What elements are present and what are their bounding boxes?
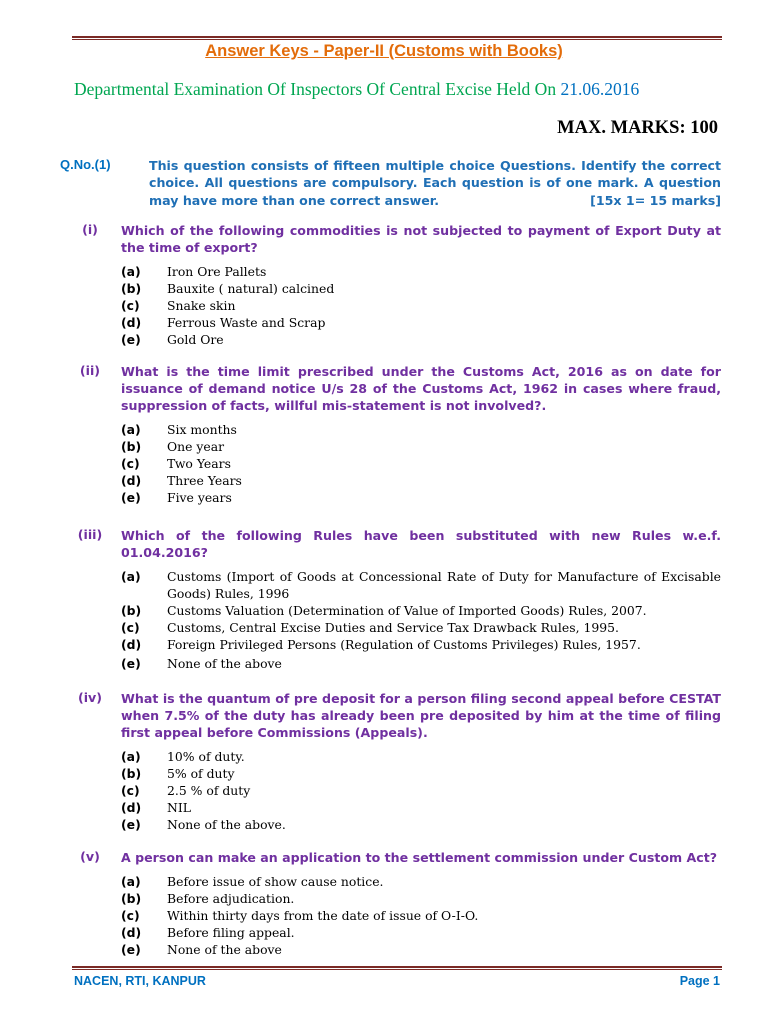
option-text: None of the above (167, 942, 282, 957)
option-label: (d) (121, 925, 142, 940)
option-text: NIL (167, 800, 191, 815)
option-text: Customs, Central Excise Duties and Service Tax Drawback Rules, 1995. (167, 620, 619, 635)
option-text: Iron Ore Pallets (167, 264, 267, 279)
option-label: (b) (121, 281, 142, 296)
option-text: Six months (167, 422, 237, 437)
option-label: (e) (121, 817, 141, 832)
page-number: Page 1 (679, 974, 720, 988)
question-text: Which of the following commodities is not subjected to payment of Export Duty at the time of export? (121, 223, 721, 256)
option-label: (b) (121, 766, 142, 781)
option-text: Foreign Privileged Persons (Regulation of Customs Privileges) Rules, 1957. (167, 637, 641, 652)
option-label: (e) (121, 942, 141, 957)
exam-subtitle: Departmental Examination Of Inspectors Of Central Excise Held On 21.06.2016 (74, 79, 640, 99)
option-text: Before issue of show cause notice. (167, 874, 384, 889)
option-label: (a) (121, 749, 141, 764)
option-text: Five years (167, 490, 232, 505)
option-label: (d) (121, 473, 142, 488)
question-text: A person can make an application to the settlement commission under Custom Act? (121, 850, 718, 865)
question-number-main: Q.No.(1) (60, 157, 111, 172)
question-instructions: This question consists of fifteen multiple choice Questions. Identify the correct choice. All questions are compulsory. Each question is of one mark. A question may have more than one correct answer. [15x 1= 15 marks] (149, 158, 721, 208)
option-label: (e) (121, 332, 141, 347)
option-text: None of the above (167, 656, 282, 671)
option-label: (a) (121, 422, 141, 437)
question-number: (iv) (77, 690, 103, 705)
option-text: Gold Ore (167, 332, 224, 347)
exam-date: 21.06.2016 (560, 79, 640, 99)
question-text: Which of the following Rules have been substituted with new Rules w.e.f. 01.04.2016? (121, 528, 721, 561)
option-text: 10% of duty. (167, 749, 245, 764)
question-number: (i) (82, 222, 98, 237)
option-label: (c) (121, 298, 140, 313)
max-marks: MAX. MARKS: 100 (557, 118, 718, 138)
option-text: Bauxite ( natural) calcined (167, 281, 335, 296)
option-text: One year (167, 439, 225, 454)
option-label: (c) (121, 456, 140, 471)
option-text: Three Years (167, 473, 242, 488)
option-text: None of the above. (167, 817, 286, 832)
option-text: Two Years (167, 456, 231, 471)
marks-allocation: [15x 1= 15 marks] (590, 192, 721, 208)
question-text: What is the quantum of pre deposit for a person filing second appeal before CESTAT when 7.5% of the duty has already been pre deposited by him at the time of filing first appeal before Commissions (Appeals). (121, 691, 721, 741)
option-label: (e) (121, 656, 141, 671)
option-label: (c) (121, 783, 140, 798)
option-text: Customs (Import of Goods at Concessional Rate of Duty for Manufacture of Excisable Goods) Rules, 1996 (167, 569, 721, 601)
option-text: Snake skin (167, 298, 236, 313)
header-rule (72, 36, 722, 40)
document-title: Answer Keys - Paper-II (Customs with Books) (205, 42, 563, 60)
option-label: (d) (121, 315, 142, 330)
option-label: (b) (121, 439, 142, 454)
footer-rule (72, 966, 722, 970)
option-label: (d) (121, 800, 142, 815)
option-text: 2.5 % of duty (167, 783, 251, 798)
option-label: (b) (121, 891, 142, 906)
option-text: Ferrous Waste and Scrap (167, 315, 326, 330)
question-number: (ii) (79, 363, 101, 378)
option-label: (e) (121, 490, 141, 505)
option-label: (b) (121, 603, 142, 618)
question-number: (v) (80, 849, 100, 864)
option-text: Customs Valuation (Determination of Value of Imported Goods) Rules, 2007. (167, 603, 647, 618)
option-label: (a) (121, 264, 141, 279)
question-text: What is the time limit prescribed under the Customs Act, 2016 as on date for issuance of demand notice U/s 28 of the Customs Act, 1962 in cases where fraud, suppression of facts, willful mis-statement is not involved?. (121, 364, 721, 414)
option-text: Before adjudication. (167, 891, 295, 906)
option-label: (d) (121, 637, 142, 652)
option-text: Within thirty days from the date of issue of O-I-O. (167, 908, 479, 923)
option-label: (c) (121, 908, 140, 923)
option-label: (c) (121, 620, 140, 635)
question-number: (iii) (77, 527, 103, 542)
option-text: Before filing appeal. (167, 925, 295, 940)
option-label: (a) (121, 569, 141, 584)
footer-institution: NACEN, RTI, KANPUR (74, 974, 206, 988)
option-text: 5% of duty (167, 766, 235, 781)
option-label: (a) (121, 874, 141, 889)
